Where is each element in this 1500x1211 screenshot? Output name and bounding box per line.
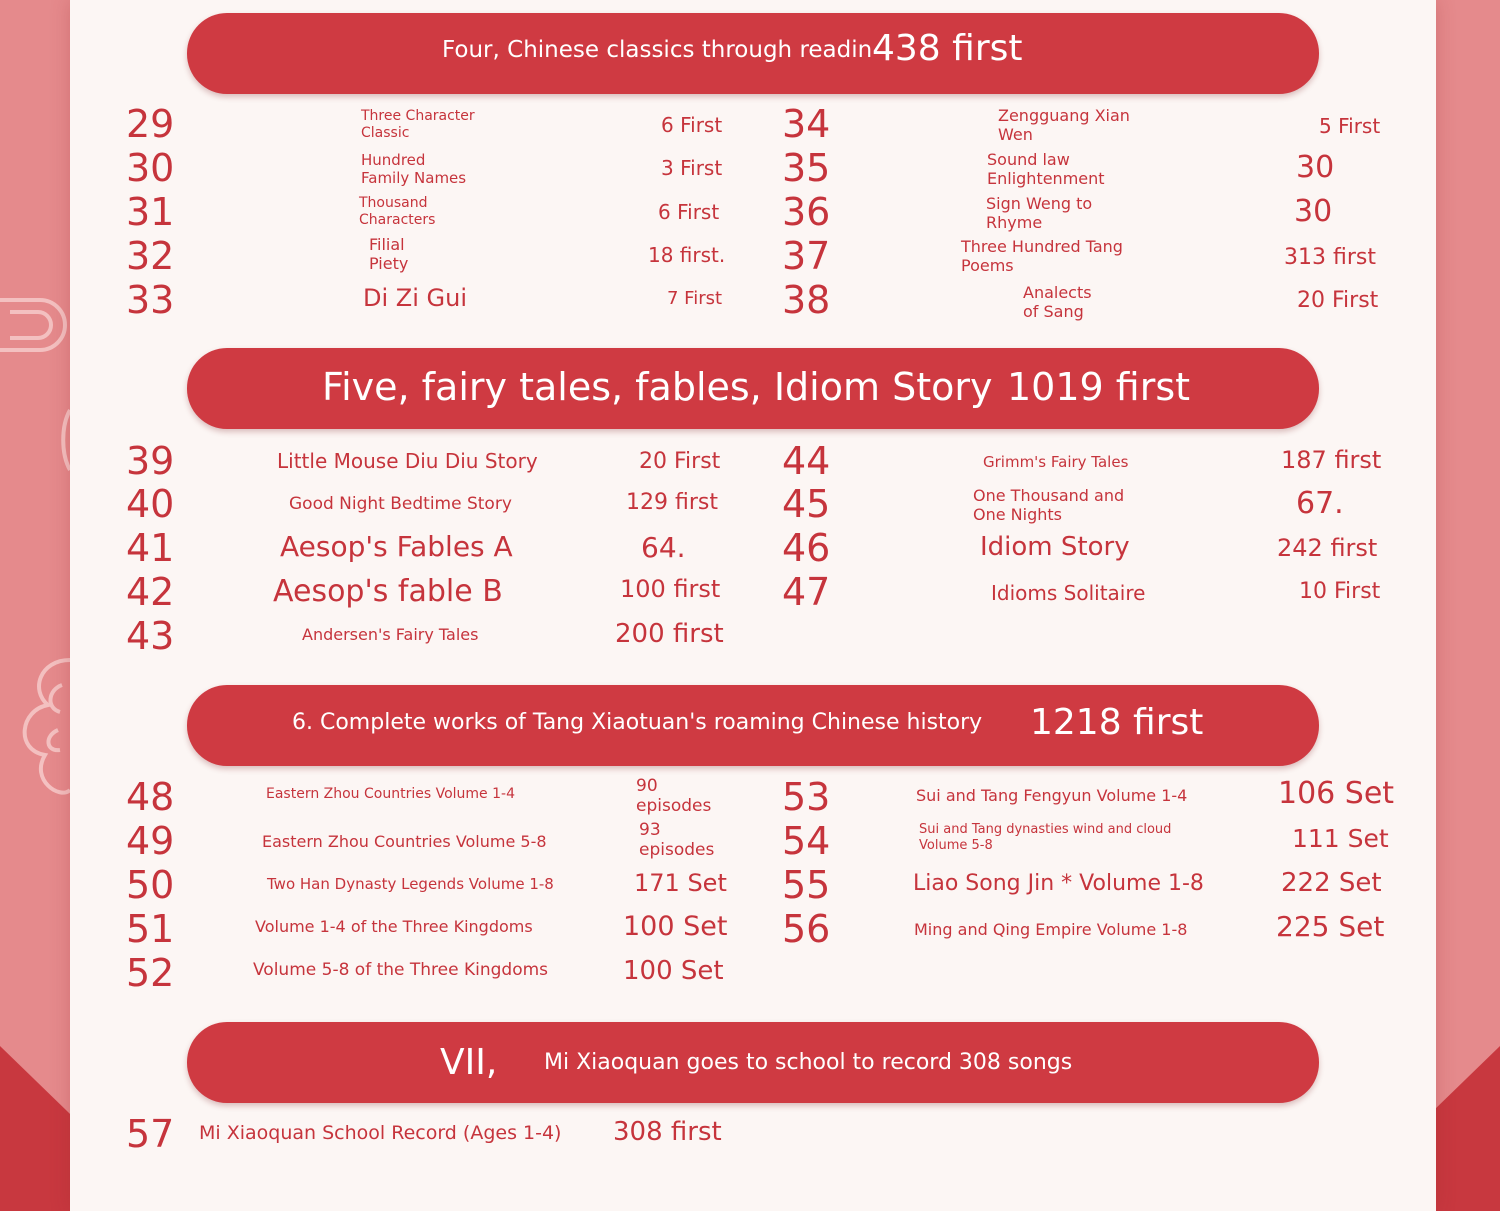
item-count: 242 first: [1277, 534, 1378, 562]
item-count: 313 first: [1284, 245, 1376, 270]
item-title: Grimm's Fairy Tales: [983, 453, 1129, 471]
section-title: Four, Chinese classics through readin: [442, 37, 873, 63]
section-banner: [187, 13, 1319, 94]
item-count: 30: [1294, 194, 1333, 229]
item-count: 3 First: [661, 156, 723, 180]
item-count: 100 first: [620, 575, 721, 603]
item-number: 45: [782, 482, 831, 526]
item-title: Two Han Dynasty Legends Volume 1-8: [267, 875, 554, 893]
item-number: 50: [126, 863, 175, 907]
item-title: Idiom Story: [980, 532, 1130, 562]
item-number: 55: [782, 863, 831, 907]
section-title: Five, fairy tales, fables, Idiom Story: [322, 365, 993, 409]
item-number: 49: [126, 819, 175, 863]
item-title: Sui and Tang dynasties wind and cloud Volume 5-8: [919, 822, 1172, 853]
item-count: 5 First: [1319, 114, 1381, 138]
item-title: Filial Piety: [369, 235, 409, 274]
item-title: Di Zi Gui: [363, 284, 467, 312]
section-number: VII,: [440, 1042, 498, 1083]
item-title: Eastern Zhou Countries Volume 1-4: [266, 786, 515, 802]
item-number: 38: [782, 278, 831, 322]
item-title: One Thousand and One Nights: [973, 486, 1125, 525]
item-title: Volume 5-8 of the Three Kingdoms: [253, 960, 549, 980]
item-number: 44: [782, 439, 831, 483]
section-banner: [187, 348, 1319, 429]
item-title: Zengguang Xian Wen: [998, 106, 1130, 145]
item-number: 39: [126, 439, 175, 483]
item-count: 187 first: [1281, 446, 1382, 474]
cloud-pattern-decoration: [0, 140, 70, 800]
section-title: 6. Complete works of Tang Xiaotuan's roaming Chinese history: [292, 710, 983, 735]
item-count: 64.: [641, 531, 686, 564]
item-number: 41: [126, 526, 175, 570]
item-count: 20 First: [1297, 288, 1379, 313]
item-title: Andersen's Fairy Tales: [302, 625, 479, 644]
item-title: Three Character Classic: [361, 108, 475, 141]
item-count: 6 First: [661, 113, 723, 137]
item-count: 7 First: [667, 288, 723, 309]
item-count: 111 Set: [1292, 824, 1389, 853]
item-number: 42: [126, 570, 175, 614]
item-number: 31: [126, 190, 175, 234]
item-title: Volume 1-4 of the Three Kingdoms: [255, 917, 533, 936]
item-count: 222 Set: [1281, 868, 1382, 898]
item-title: Good Night Bedtime Story: [289, 494, 512, 514]
item-number: 40: [126, 482, 175, 526]
item-number: 54: [782, 819, 831, 863]
item-number: 56: [782, 907, 831, 951]
item-count: 200 first: [615, 619, 724, 649]
item-count: 90 episodes: [636, 776, 712, 816]
item-count: 129 first: [626, 490, 718, 515]
item-number: 47: [782, 570, 831, 614]
section-total: 438 first: [872, 28, 1023, 69]
item-number: 53: [782, 775, 831, 819]
section-total: 1218 first: [1030, 702, 1204, 743]
item-number: 46: [782, 526, 831, 570]
item-count: 6 First: [658, 200, 720, 224]
section-total: 1019 first: [1007, 365, 1191, 409]
item-number: 29: [126, 102, 175, 146]
item-number: 37: [782, 234, 831, 278]
item-number: 52: [126, 951, 175, 995]
item-count: 93 episodes: [639, 820, 715, 860]
section-title: Mi Xiaoquan goes to school to record 308 songs: [544, 1050, 1073, 1075]
item-title: Analects of Sang: [1023, 283, 1092, 322]
item-title: Three Hundred Tang Poems: [961, 237, 1123, 276]
item-number: 43: [126, 614, 175, 658]
item-title: Idioms Solitaire: [991, 581, 1146, 605]
item-number: 36: [782, 190, 831, 234]
item-number: 34: [782, 102, 831, 146]
item-number: 57: [126, 1112, 175, 1156]
section-banner: [187, 1022, 1319, 1103]
item-count: 100 Set: [623, 956, 724, 986]
item-title: Aesop's fable B: [273, 574, 503, 609]
item-title: Little Mouse Diu Diu Story: [277, 449, 538, 473]
item-title: Hundred Family Names: [361, 151, 467, 187]
item-count: 10 First: [1299, 579, 1381, 604]
item-count: 18 first.: [648, 243, 726, 267]
section-banner: [187, 685, 1319, 766]
item-count: 100 Set: [623, 911, 728, 942]
item-number: 33: [126, 278, 175, 322]
item-count: 67.: [1296, 486, 1344, 521]
item-count: 171 Set: [634, 869, 727, 897]
item-number: 35: [782, 146, 831, 190]
item-count: 225 Set: [1276, 910, 1385, 943]
item-title: Sound law Enlightenment: [987, 150, 1105, 189]
item-title: Liao Song Jin * Volume 1-8: [913, 871, 1204, 896]
item-number: 51: [126, 907, 175, 951]
item-number: 48: [126, 775, 175, 819]
item-title: Eastern Zhou Countries Volume 5-8: [262, 832, 547, 851]
item-title: Ming and Qing Empire Volume 1-8: [914, 920, 1188, 939]
item-count: 106 Set: [1278, 776, 1395, 811]
item-count: 30: [1296, 150, 1335, 185]
item-count: 20 First: [639, 449, 721, 474]
item-count: 308 first: [613, 1117, 722, 1147]
item-title: Sign Weng to Rhyme: [986, 194, 1093, 233]
item-title: Aesop's Fables A: [280, 530, 513, 563]
item-title: Mi Xiaoquan School Record (Ages 1-4): [199, 1122, 562, 1144]
item-title: Thousand Characters: [359, 195, 436, 228]
item-title: Sui and Tang Fengyun Volume 1-4: [916, 786, 1188, 805]
item-number: 32: [126, 234, 175, 278]
item-number: 30: [126, 146, 175, 190]
